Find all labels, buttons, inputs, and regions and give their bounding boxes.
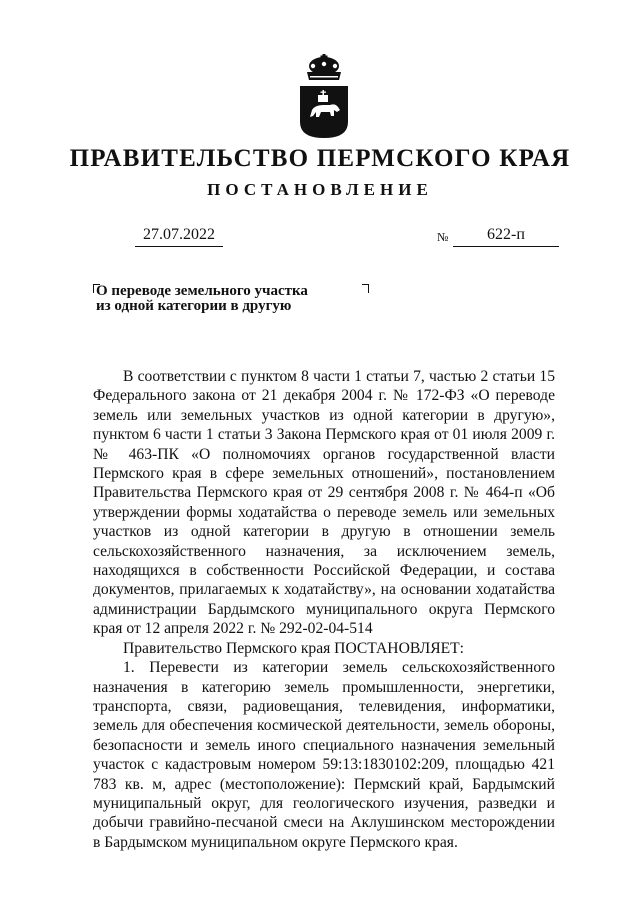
- document-body: [93, 367, 555, 852]
- document-date: 27.07.2022: [135, 226, 223, 247]
- number-label: №: [437, 230, 449, 244]
- document-number: 622-п: [453, 226, 559, 247]
- subject-line-2: из одной категории в другую: [96, 298, 292, 314]
- subject-line-1: О переводе земельного участка: [96, 283, 308, 299]
- preamble-paragraph: В соответствии с пунктом 8 части 1 статьи 7, частью 2 статьи 15 Федерального закона от 21 декабря 2004 г. № 172-ФЗ «О переводе земель или земельных участков из одной категории в другую», пунктом 6 части 1 статьи 3 Закона Пермского края от 01 июля 2009 г. № 463-ПК «О полномочиях органов государственной власти Пермского края в сфере земельных отношений», постановлением Правительства Пермского края от 29 сентября 2008 г. № 464-п «Об утверждении формы ходатайства о переводе земель или земельных участков из одной категории в другую в отношении земель сельскохозяйственного назначения, за исключением земель, находящихся в собственности Российской Федерации, и состава документов, прилагаемых к ходатайству», на основании ходатайства администрации Бардымского муниципального округа Пермского края от 12 апреля 2022 г. № 292-02-04-514: [93, 368, 555, 638]
- document-subject: [96, 284, 356, 314]
- subject-corner-right: [362, 284, 369, 293]
- document-type: ПОСТАНОВЛЕНИЕ: [207, 180, 433, 199]
- perm-krai-coat-of-arms-icon: [299, 54, 349, 139]
- resolution-paragraph: Правительство Пермского края ПОСТАНОВЛЯЕТ:: [123, 639, 464, 657]
- organization-title: ПРАВИТЕЛЬСТВО ПЕРМСКОГО КРАЯ: [69, 145, 571, 172]
- item-1-paragraph: 1. Перевести из категории земель сельскохозяйственного назначения в категорию земель промышленности, энергетики, транспорта, связи, радиовещания, телевидения, информатики, земель для обеспечения космической деятельности, земель обороны, безопасности и земель иного специального назначения земельный участок с кадастровым номером 59:13:1830102:209, площадью 421 783 кв. м, адрес (местоположение): Пермский край, Бардымский муниципальный округ, для геологического изучения, разведки и добычи гравийно-песчаной смеси на Аклушинском месторождении в Бардымском муниципальном округе Пермского края.: [93, 659, 555, 851]
